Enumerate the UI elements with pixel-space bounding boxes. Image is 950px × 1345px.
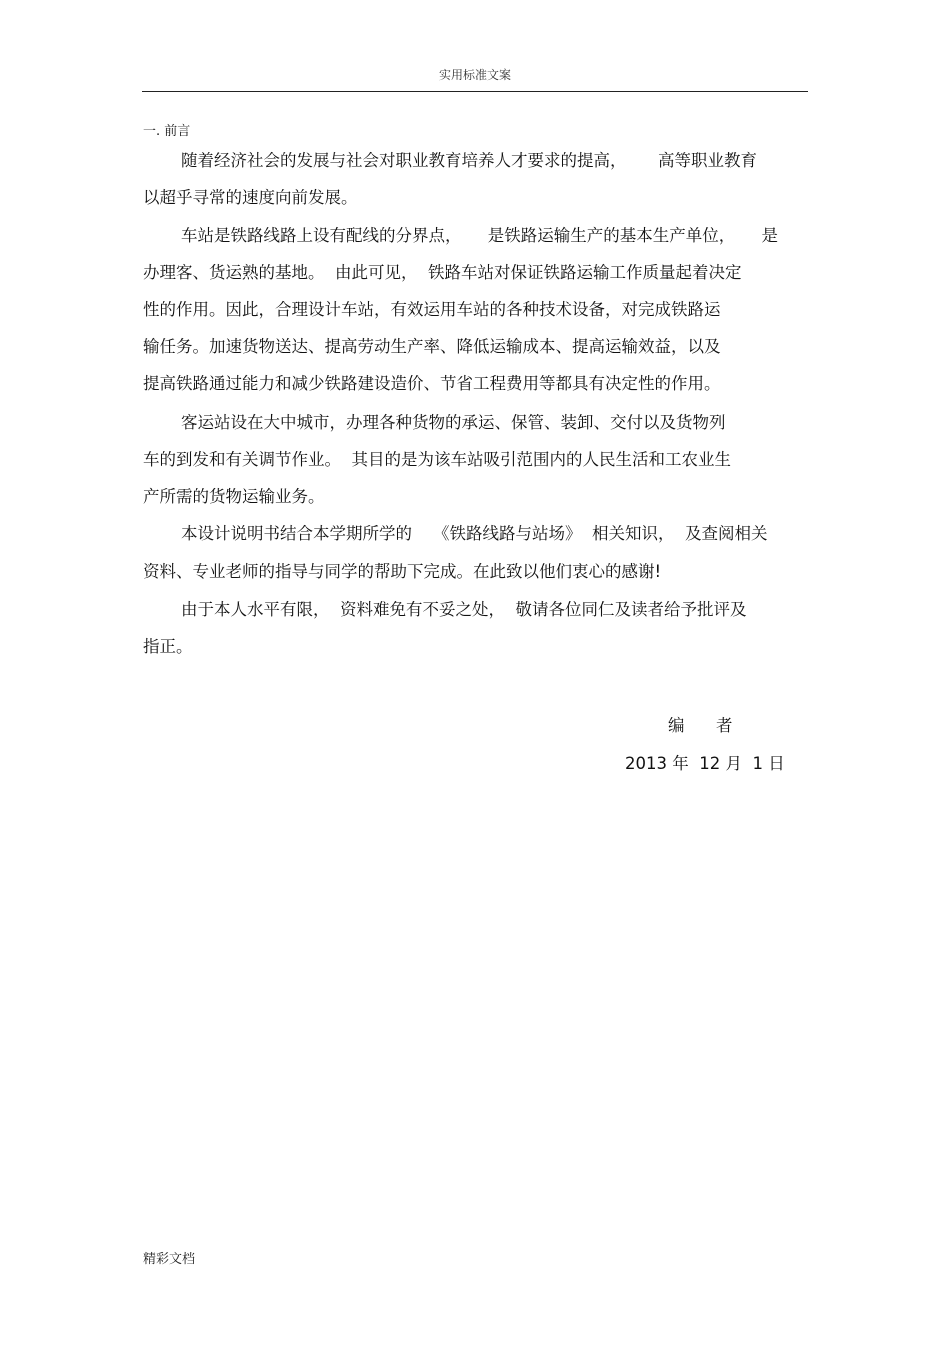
paragraph-line: 办理客、货运熟的基地。 由此可见， 铁路车站对保证铁路运输工作质量起着决定 [143,263,742,282]
paragraph-line: 以超乎寻常的速度向前发展。 [143,188,358,207]
paragraph-line: 性的作用。因此，合理设计车站，有效运用车站的各种技术设备，对完成铁路运 [143,300,721,319]
paragraph-line: 车的到发和有关调节作业。 其目的是为该车站吸引范围内的人民生活和工农业生 [143,450,731,469]
section-heading: 一. 前言 [143,124,191,139]
paragraph-line: 本设计说明书结合本学期所学的 《铁路线路与站场》 相关知识， 及查阅相关 [181,524,768,543]
author-signature: 编 者 [668,716,733,735]
page-footer: 精彩文档 [143,1252,196,1267]
page-header: 实用标准文案 [438,68,511,82]
paragraph-line: 输任务。加速货物送达、提高劳动生产率、降低运输成本、提高运输效益，以及 [143,337,721,356]
signature-date: 2013 年 12 月 1 日 [625,754,785,773]
paragraph-line: 资料、专业老师的指导与同学的帮助下完成。在此致以他们衷心的感谢! [143,562,662,581]
paragraph-line: 由于本人水平有限， 资料难免有不妥之处， 敬请各位同仁及读者给予批评及 [181,600,747,619]
header-divider [142,91,808,92]
paragraph-line: 产所需的货物运输业务。 [143,487,325,506]
paragraph-line: 随着经济社会的发展与社会对职业教育培养人才要求的提高， 高等职业教育 [181,151,757,170]
paragraph-line: 车站是铁路线路上设有配线的分界点， 是铁路运输生产的基本生产单位， 是 [181,226,778,245]
paragraph-line: 客运站设在大中城市，办理各种货物的承运、保管、装卸、交付以及货物列 [181,413,726,432]
paragraph-line: 提高铁路通过能力和减少铁路建设造价、节省工程费用等都具有决定性的作用。 [143,374,721,393]
paragraph-line: 指正。 [143,637,193,656]
